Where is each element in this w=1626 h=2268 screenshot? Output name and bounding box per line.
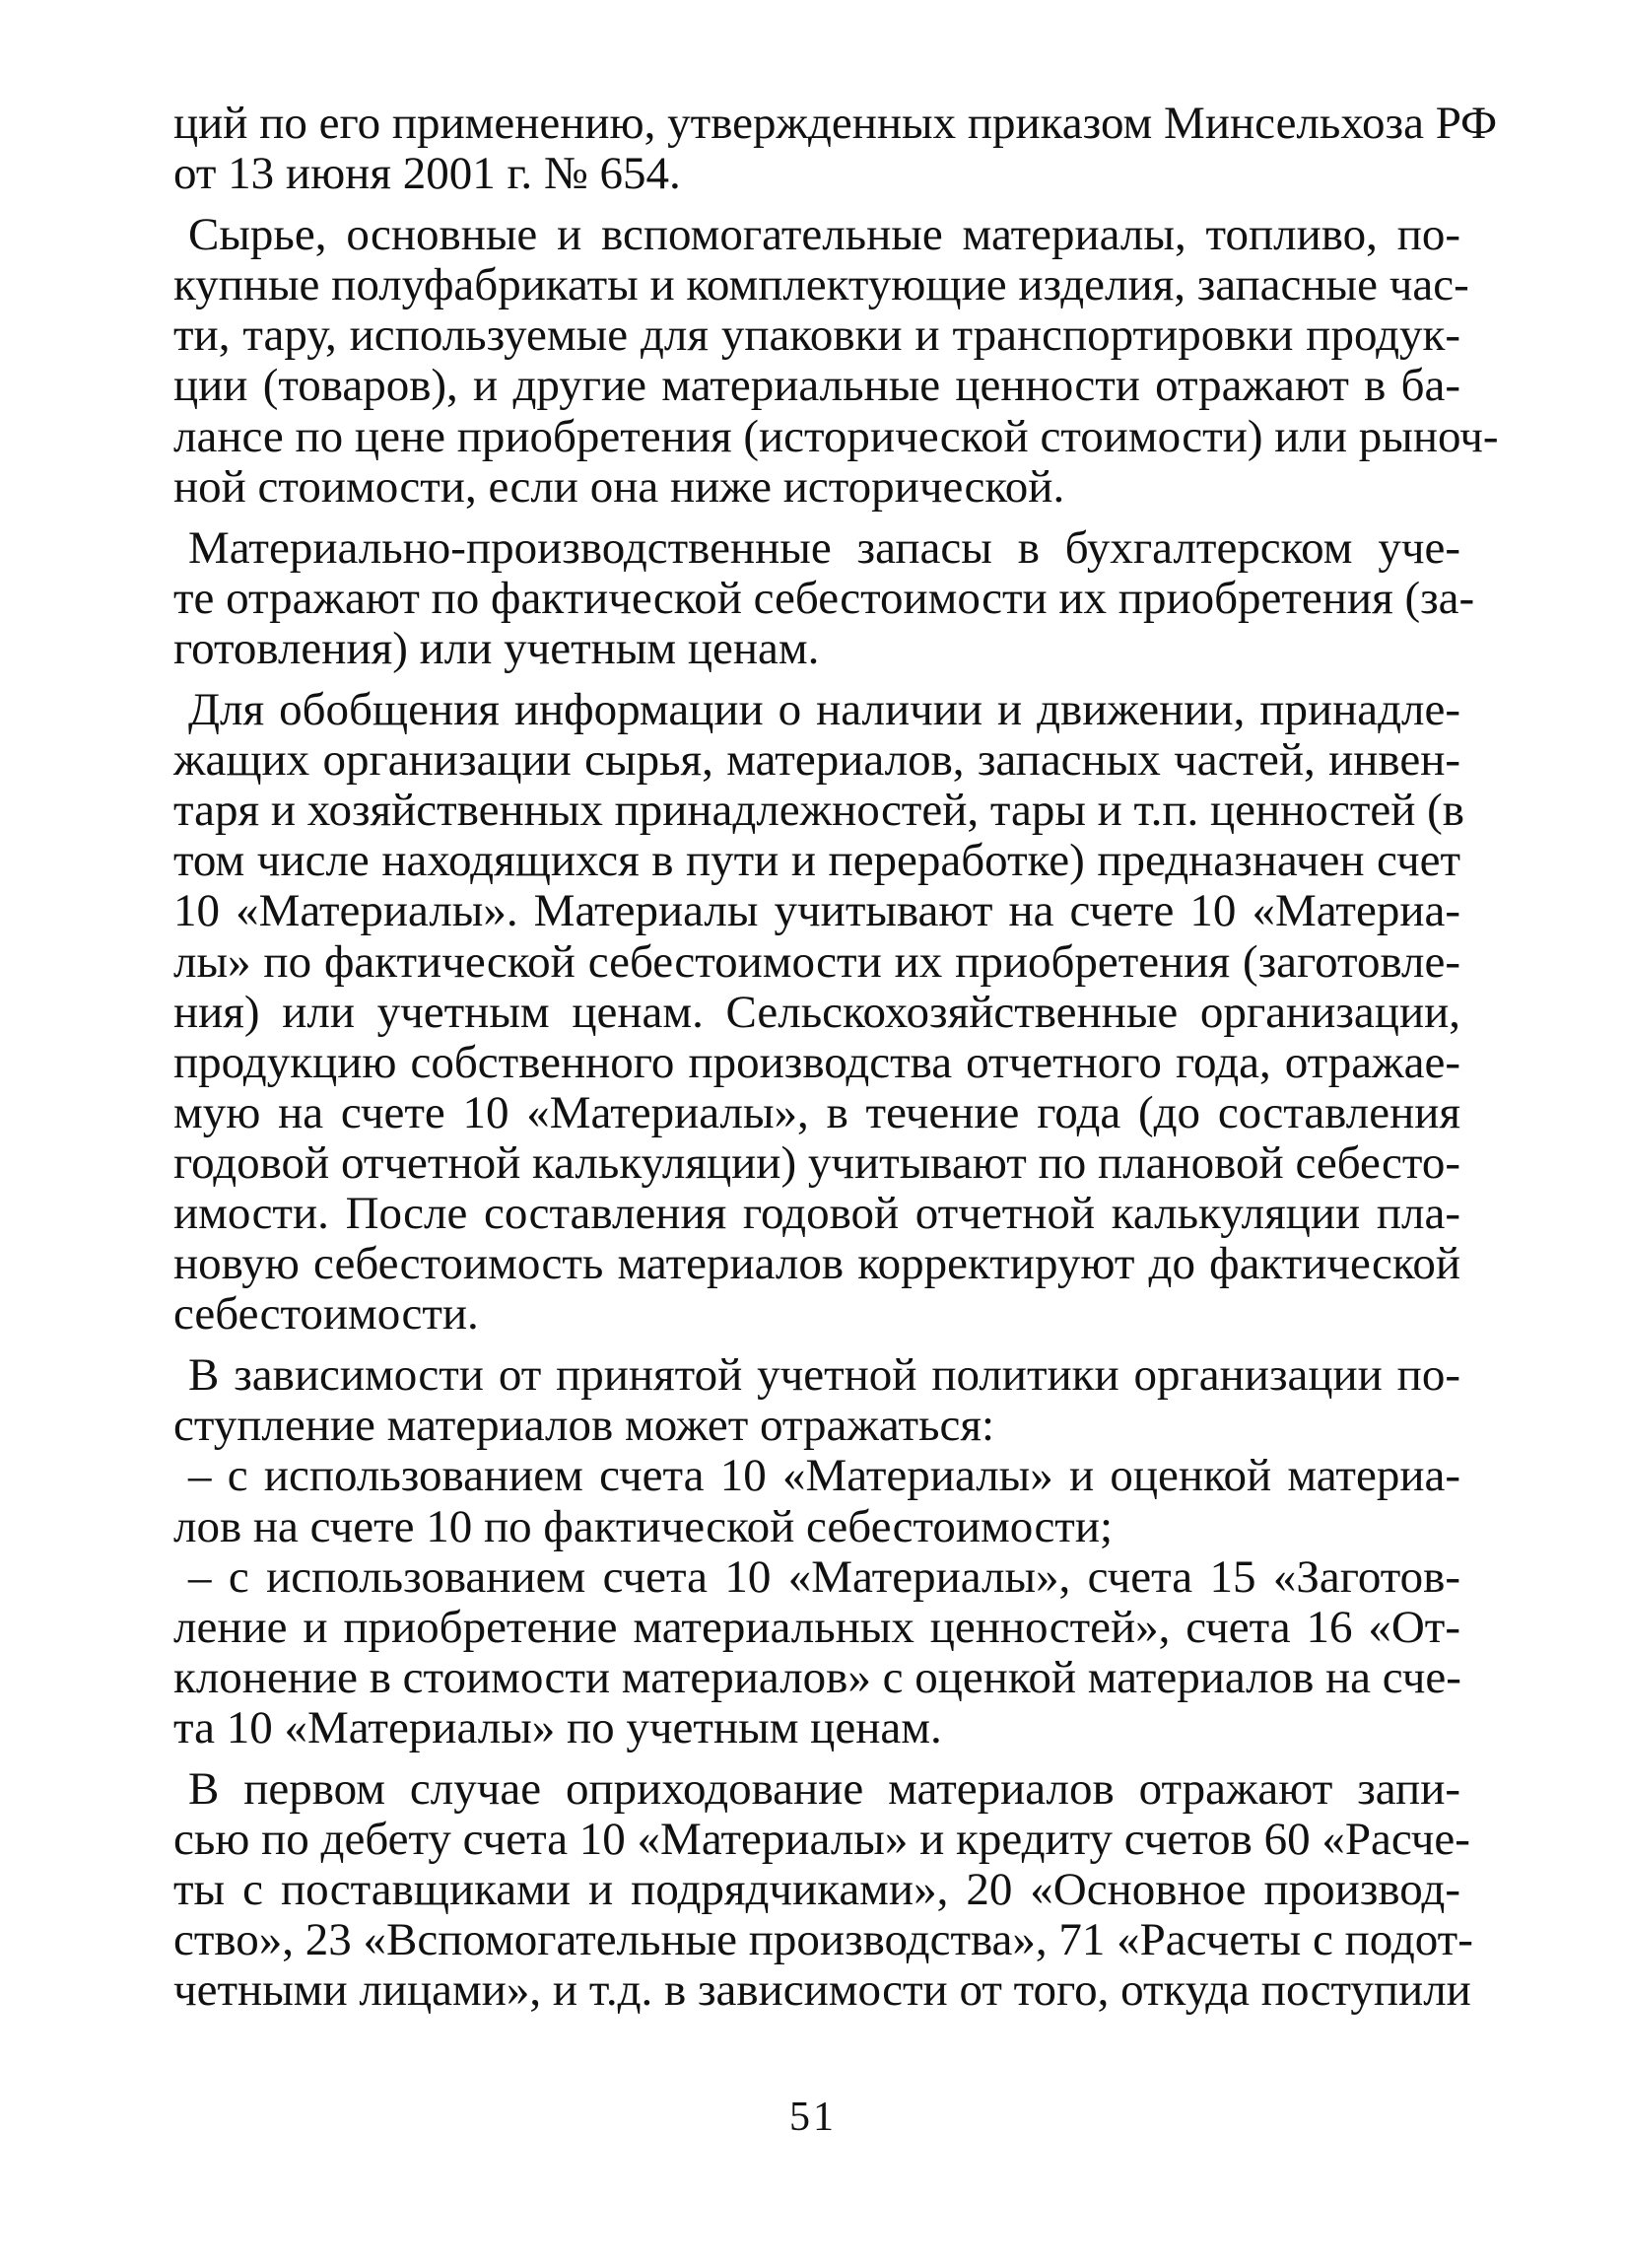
body-text [173, 98, 1499, 2017]
text-line: том числе находящихся в пути и переработке) предназначен счет [173, 835, 1460, 887]
text-line: сью по дебету счета 10 «Материалы» и кредиту счетов 60 «Расче- [173, 1814, 1470, 1866]
text-line: лы» по фактической себестоимости их приобретения (заготовле- [173, 935, 1460, 988]
text-line: ций по его применению, утвержденных приказом Минсельхоза РФ [173, 98, 1498, 149]
text-line: новую себестоимость материалов корректируют до фактической [173, 1238, 1460, 1290]
text-line: Сырье, основные и вспомогательные материалы, топливо, по- [188, 209, 1460, 261]
text-line: 10 «Материалы». Материалы учитывают на счете 10 «Материа- [173, 885, 1460, 937]
text-line: ции (товаров), и другие материальные ценности отражают в ба- [173, 360, 1460, 412]
text-line: ти, тару, используемые для упаковки и транспортировки продук- [173, 309, 1460, 362]
list-item-line: – с использованием счета 10 «Материалы», счета 15 «Заготов- [188, 1550, 1460, 1603]
text-line: годовой отчетной калькуляции) учитывают по плановой себесто- [173, 1136, 1460, 1189]
text-line: Материально-производственные запасы в бухгалтерском уче- [188, 521, 1460, 574]
text-line: В зависимости от принятой учетной политики организации по- [188, 1349, 1460, 1402]
text-line: от 13 июня 2001 г. № 654. [173, 148, 681, 200]
list-item-line: клонение в стоимости материалов» с оценкой материалов на сче- [173, 1651, 1461, 1703]
text-line: продукцию собственного производства отчетного года, отражае- [173, 1036, 1460, 1088]
text-line: мую на счете 10 «Материалы», в течение года (до составления [173, 1086, 1460, 1138]
text-line: себестоимости. [173, 1288, 479, 1340]
text-line: ство», 23 «Вспомогательные производства», 71 «Расчеты с подот- [173, 1914, 1473, 1966]
text-line: лансе по цене приобретения (исторической стоимости) или рыноч- [173, 410, 1499, 462]
text-line: четными лицами», и т.д. в зависимости от того, откуда поступили [173, 1964, 1471, 2017]
text-line: ты с поставщиками и подрядчиками», 20 «Основное производ- [173, 1864, 1460, 1916]
text-line: купные полуфабрикаты и комплектующие изделия, запасные час- [173, 259, 1469, 311]
text-line: ной стоимости, если она ниже исторической. [173, 460, 1065, 513]
list-item-line: лов на счете 10 по фактической себестоимости; [173, 1500, 1114, 1552]
list-item-line: ление и приобретение материальных ценностей», счета 16 «От- [173, 1601, 1460, 1653]
list-item-line: – с использованием счета 10 «Материалы» и оценкой материа- [188, 1450, 1460, 1502]
text-line: имости. После составления годовой отчетной калькуляции пла- [173, 1187, 1460, 1239]
text-line: ступление материалов может отражаться: [173, 1400, 995, 1452]
text-line: ния) или учетным ценам. Сельскохозяйственные организации, [173, 986, 1460, 1038]
text-line: готовления) или учетным ценам. [173, 622, 820, 674]
page-number: 51 [789, 2095, 837, 2140]
list-item-line: та 10 «Материалы» по учетным ценам. [173, 1701, 942, 1753]
text-line: те отражают по фактической себестоимости их приобретения (за- [173, 572, 1475, 624]
text-line: Для обобщения информации о наличии и движении, принадле- [188, 684, 1460, 736]
text-line: таря и хозяйственных принадлежностей, тары и т.п. ценностей (в [173, 785, 1464, 837]
text-line: жащих организации сырья, материалов, запасных частей, инвен- [173, 734, 1460, 787]
text-line: В первом случае оприходование материалов отражают запи- [188, 1763, 1460, 1815]
